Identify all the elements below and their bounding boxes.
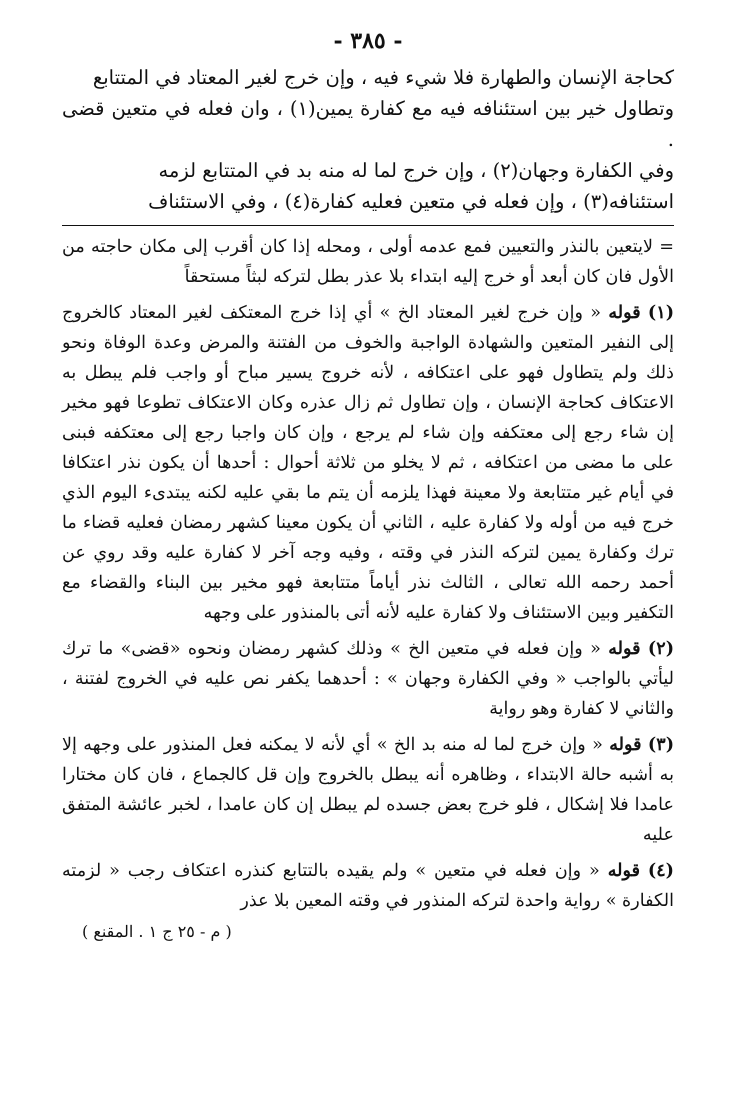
footnote-divider bbox=[62, 225, 674, 226]
footnote-number: (١) bbox=[647, 302, 675, 323]
footnote-continuation: = لايتعين بالنذر والتعيين فمع عدمه أولى ، ومحله إذا كان أقرب إلى مكان حاجته من الأول فان كان أبعد أو خرج إليه ابتداء بلا عذر بطل لتركه لبثاً مستحقاً bbox=[62, 237, 674, 287]
footnote-lemma: قوله bbox=[607, 860, 640, 881]
footnote-2 bbox=[62, 634, 674, 724]
page-number: - ٣٨٥ - bbox=[333, 28, 403, 54]
footnote-number: (٢) bbox=[647, 638, 675, 659]
signature-mark: ( م - ٢٥ ج ١ . المقنع ) bbox=[82, 922, 232, 941]
footnote-lemma: قوله bbox=[609, 734, 642, 755]
footnote-number: (٣) bbox=[647, 734, 675, 755]
footnote-3 bbox=[62, 730, 674, 850]
footnote-text: « وإن فعله في متعين الخ » وذلك كشهر رمضان ونحوه «قضى» ما ترك ليأتي بالواجب « وفي الكفارة وجهان » : أحدهما يكفر نص عليه في الخروج لفتنة ، والثاني لا كفارة وهو رواية bbox=[62, 639, 674, 719]
main-text bbox=[62, 62, 674, 217]
footnote-4 bbox=[62, 856, 674, 916]
footnote-text: « وإن خرج لغير المعتاد الخ » أي إذا خرج المعتكف لغير المعتاد كالخروج إلى النفير المتعين والشهادة الواجبة والخوف من الفتنة والمرض وعدة الوفاة ونحو ذلك ولم يتطاول فهو على اعتكافه ، لأنه خروج يسير مباح أو واجب فلم يبطل به الاعتكاف كحاجة الإنسان ، وإن تطاول ثم زال عذره وكان الاعتكاف تطوعا فهو مخير إن شاء رجع إلى معتكفه وإن شاء لم يرجع ، وإن كان واجبا رجع إلى معتكفه فبنى على ما مضى من اعتكافه ، ثم لا يخلو من ثلاثة أحوال : أحدها أن يكون نذر اعتكافا في أيام غير متتابعة ولا معينة فهذا يلزمه أن يتم ما بقي عليه لكنه يبتدىء اليوم الذي خرج فيه من أوله ولا كفارة عليه ، الثاني أن يكون معينا كشهر رمضان فعليه قضاء ما ترك وكفارة يمين لتركه النذر في وقته ، وفيه وجه آخر لا كفارة عليه وقد روي عن أحمد رحمه الله تعالى ، الثالث نذر أياماً متتابعة فهو مخير بين البناء والقضاء مع التكفير وبين الاستئناف ولا كفارة عليه لأنه أتى بالمنذور على وجهه bbox=[62, 303, 674, 623]
footnote-lemma: قوله bbox=[608, 638, 641, 659]
printer-signature bbox=[62, 922, 674, 941]
footnote-lemma: قوله bbox=[608, 302, 641, 323]
footnote-number: (٤) bbox=[647, 860, 674, 881]
footnote-1 bbox=[62, 298, 674, 628]
footnotes bbox=[62, 232, 674, 916]
main-text-line: وفي الكفارة وجهان(٢) ، وإن خرج لما له منه بد في المتتابع لزمه bbox=[158, 159, 674, 182]
main-text-line: كحاجة الإنسان والطهارة فلا شيء فيه ، وإن خرج لغير المعتاد في المتتابع bbox=[92, 66, 674, 89]
footnote-text: « وإن خرج لما له منه بد الخ » أي لأنه لا يمكنه فعل المنذور على وجهه إلا به أشبه حالة الابتداء ، وظاهره أنه يبطل بالخروج وإن قل كالجماع ، فان كان مختارا عامدا فلا إشكال ، فلو خرج بعض جسده لم يبطل إن كان عامدا ، لخبر عائشة المتفق عليه bbox=[62, 735, 674, 845]
main-text-line: استئنافه(٣) ، وإن فعله في متعين فعليه كفارة(٤) ، وفي الاستئناف bbox=[148, 190, 674, 213]
main-text-line: وتطاول خير بين استئنافه فيه مع كفارة يمين(١) ، وان فعله في متعين قضى . bbox=[62, 97, 674, 151]
footnote-text: « وإن فعله في متعين » ولم يقيده بالتتابع كنذره اعتكاف رجب « لزمته الكفارة » رواية واحدة لتركه المنذور في وقته المعين بلا عذر bbox=[62, 861, 674, 911]
